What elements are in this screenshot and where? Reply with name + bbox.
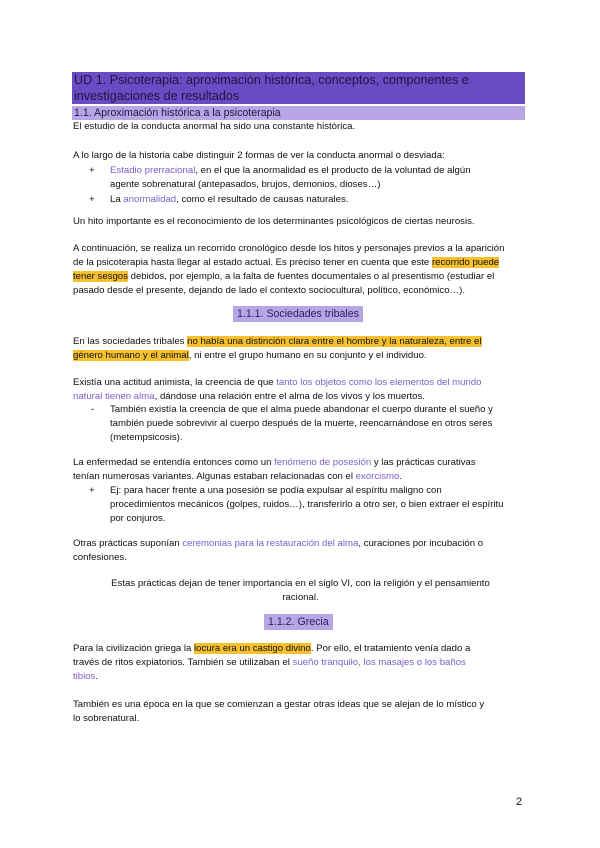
- list-item-text: , en el que la anormalidad es el producto de la voluntad de algún: [195, 165, 471, 176]
- highlight-genero: género humano y el animal: [73, 350, 189, 361]
- section-heading-grecia: 1.1.2. Grecia: [264, 614, 333, 630]
- text-run: , dándose una relación entre el alma de los vivos y los muertos.: [154, 391, 425, 402]
- list-item-continuation: por conjuros.: [110, 513, 166, 524]
- term-alma: natural tienen alma: [73, 391, 155, 402]
- page-number: 2: [516, 796, 523, 808]
- term-objetos: tanto los objetos como los elementos del mundo: [276, 377, 482, 388]
- text-run: Para la civilización griega la: [73, 643, 195, 654]
- list-item: [110, 192, 530, 207]
- paragraph-ideas-line: También es una época en la que se comienzan a gestar otras ideas que se alejan de lo místico y: [73, 699, 485, 710]
- highlight-locura: locura era un castigo divino: [194, 643, 311, 654]
- term-anormalidad: anormalidad: [123, 194, 177, 205]
- paragraph-milestone: Un hito importante es el reconocimiento de los determinantes psicológicos de ciertas neurosis.: [73, 216, 475, 227]
- plus-bullet-icon: +: [89, 485, 95, 496]
- section-heading-tribales: 1.1.1. Sociedades tribales: [233, 306, 363, 322]
- paragraph-grecia-line: [73, 669, 528, 684]
- list-item-text: , como el resultado de causas naturales.: [176, 194, 349, 205]
- text-run: . Por ello, el tratamiento venía dado a: [310, 643, 471, 654]
- plus-bullet-icon: +: [89, 194, 95, 205]
- text-run: .: [399, 471, 403, 482]
- text-run: .: [95, 671, 99, 682]
- dash-bullet-icon: -: [91, 404, 95, 415]
- paragraph-intro: El estudio de la conducta anormal ha sido una constante histórica.: [73, 121, 356, 132]
- list-item-continuation: también puede sobrevivir al cuerpo después de la muerte, reencarnándose en otros seres: [110, 418, 493, 429]
- term-ceremonias: ceremonias para la restauración del alma: [182, 538, 359, 549]
- list-item: También existía la creencia de que el alma puede abandonar el cuerpo durante el sueño y: [110, 404, 493, 415]
- section-subtitle: 1.1. Aproximación histórica a la psicoterapia: [72, 106, 525, 120]
- paragraph-chronology-line: A continuación, se realiza un recorrido cronológico desde los hitos y personajes previos a la aparición: [73, 243, 505, 254]
- paragraph-ideas-line: lo sobrenatural.: [73, 713, 140, 724]
- text-run: Otras prácticas suponían: [73, 538, 183, 549]
- term-sueno: sueño tranquilo, los masajes o los baños: [292, 657, 466, 668]
- highlight-recorrido: recorrido puede: [431, 257, 500, 268]
- term-prerracional: Estadio prerracional: [110, 165, 196, 176]
- text-run: de la psicoterapia hasta llegar al estado actual. Es preciso tener en cuenta que este: [73, 257, 432, 268]
- list-item-continuation: agente sobrenatural (antepasados, brujos, demonios, dioses…): [110, 179, 381, 190]
- text-run: través de ritos expiatorios. También se utilizaban el: [73, 657, 293, 668]
- paragraph-siglo-vi-line: Estas prácticas dejan de tener importancia en el siglo VI, con la religión y el pensamiento: [111, 578, 490, 589]
- document-title-line-2: investigaciones de resultados: [72, 88, 525, 104]
- text-run: Existía una actitud animista, la creencia de que: [73, 377, 277, 388]
- text-run: , ni entre el grupo humano en su conjunto y el individuo.: [188, 350, 427, 361]
- list-item-text: La: [110, 194, 124, 205]
- paragraph-forms: A lo largo de la historia cabe distinguir 2 formas de ver la conducta anormal o desviada:: [73, 150, 445, 161]
- paragraph-chronology-line: pasado desde el presente, dejando de lado el contexto sociocultural, político, económico…).: [73, 285, 465, 296]
- paragraph-siglo-vi-line: racional.: [282, 592, 319, 603]
- term-tibios: tibios: [73, 671, 96, 682]
- text-run: En las sociedades tribales: [73, 336, 188, 347]
- document-title-line-1: UD 1. Psicoterapia: aproximación histórica, conceptos, componentes e: [72, 72, 525, 88]
- plus-bullet-icon: +: [89, 165, 95, 176]
- list-item-continuation: procedimientos mecánicos (golpes, ruidos…), transferirlo a otro ser, o bien extraer el espíritu: [110, 499, 504, 510]
- highlight-distincion: no había una distinción clara entre el hombre y la naturaleza, entre el: [187, 336, 482, 347]
- text-run: debidos, por ejemplo, a la falta de fuentes documentales o al presentismo (estudiar el: [127, 271, 495, 282]
- term-exorcismo: exorcismo: [355, 471, 400, 482]
- text-run: tenían numerosas variantes. Algunas estaban relacionadas con el: [73, 471, 356, 482]
- term-posesion: fenómeno de posesión: [274, 457, 372, 468]
- paragraph-practicas-line: confesiones.: [73, 552, 127, 563]
- text-run: , curaciones por incubación o: [358, 538, 484, 549]
- paragraph-tribales-line: [73, 348, 528, 363]
- highlight-sesgos: tener sesgos: [73, 271, 128, 282]
- text-run: La enfermedad se entendía entonces como un: [73, 457, 275, 468]
- text-run: y las prácticas curativas: [371, 457, 476, 468]
- list-item-continuation: (metempsicosis).: [110, 432, 183, 443]
- list-item: Ej: para hacer frente a una posesión se podía expulsar al espíritu maligno con: [110, 485, 442, 496]
